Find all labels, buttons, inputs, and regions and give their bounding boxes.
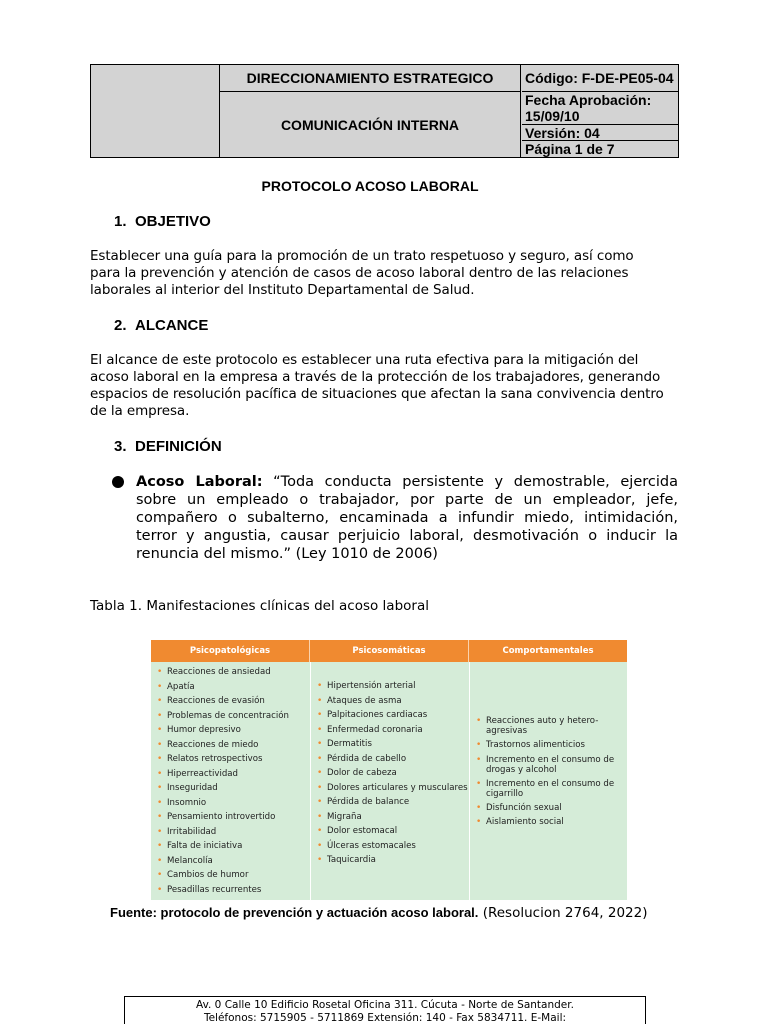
- list-item: • Hiperreactividad: [151, 767, 309, 782]
- column-psicosomaticas: [310, 662, 468, 900]
- column-header: Psicosomáticas: [310, 640, 469, 662]
- clinical-manifestations-table: [151, 640, 627, 900]
- list-item: • Dolor de cabeza: [311, 766, 469, 781]
- footer-address: Av. 0 Calle 10 Edificio Rosetal Oficina 311. Cúcuta - Norte de Santander.: [196, 999, 574, 1011]
- section-title: DEFINICIÓN: [135, 438, 222, 455]
- table-caption: Tabla 1. Manifestaciones clínicas del acoso laboral: [90, 598, 429, 614]
- list-item: • Pérdida de balance: [311, 795, 469, 810]
- header-version: Versión: 04: [522, 125, 679, 141]
- psicopatologicas-list: [151, 665, 309, 897]
- list-item: • Pensamiento introvertido: [151, 810, 309, 825]
- list-item: • Relatos retrospectivos: [151, 752, 309, 767]
- section-title: OBJETIVO: [135, 213, 211, 230]
- psicosomaticas-list: [311, 679, 469, 868]
- list-item: • Irritabilidad: [151, 825, 309, 840]
- header-code: Código: F-DE-PE05-04: [522, 65, 679, 92]
- list-item: • Pesadillas recurrentes: [151, 883, 309, 898]
- paragraph-line: El alcance de este protocolo es establecer una ruta efectiva para la mitigación del: [90, 352, 639, 368]
- list-item: • Trastornos alimenticios: [470, 738, 628, 753]
- list-item: • Hipertensión arterial: [311, 679, 469, 694]
- source-label: Fuente: protocolo de prevención y actuación acoso laboral.: [110, 905, 479, 920]
- list-item: • Incremento en el consumo de cigarrillo: [470, 777, 628, 801]
- source-reference: (Resolucion 2764, 2022): [482, 905, 648, 921]
- list-item: • Reacciones de evasión: [151, 694, 309, 709]
- definition-term: Acoso Laboral:: [136, 474, 263, 490]
- list-item: • Reacciones auto y hetero-agresivas: [470, 714, 628, 738]
- table-header-row: [151, 640, 627, 662]
- list-item: • Enfermedad coronaria: [311, 723, 469, 738]
- definition-text: [136, 473, 678, 563]
- table-source: [110, 905, 648, 921]
- list-item: • Dermatitis: [311, 737, 469, 752]
- list-item: • Aislamiento social: [470, 815, 628, 830]
- section-heading-objetivo: [114, 213, 211, 230]
- objetivo-paragraph: [90, 248, 690, 299]
- list-item: • Migraña: [311, 810, 469, 825]
- list-item: • Dolores articulares y musculares: [311, 781, 469, 796]
- list-item: • Insomnio: [151, 796, 309, 811]
- list-item: • Incremento en el consumo de drogas y alcohol: [470, 753, 628, 777]
- page-footer: [124, 996, 646, 1024]
- column-psicopatologicas: [151, 662, 309, 900]
- paragraph-line: espacios de resolución pacífica de situaciones que afectan la sana convivencia dentro: [90, 386, 664, 402]
- list-item: • Palpitaciones cardiacas: [311, 708, 469, 723]
- list-item: • Disfunción sexual: [470, 801, 628, 816]
- list-item: • Melancolía: [151, 854, 309, 869]
- header-area: COMUNICACIÓN INTERNA: [220, 92, 521, 157]
- section-title: ALCANCE: [135, 317, 209, 334]
- paragraph-line: para la prevención y atención de casos de acoso laboral dentro de las relaciones: [90, 265, 629, 281]
- column-comportamentales: [469, 662, 627, 900]
- section-heading-definicion: [114, 438, 222, 455]
- header-approval: [522, 92, 679, 125]
- section-number: 2.: [114, 317, 127, 334]
- list-item: • Pérdida de cabello: [311, 752, 469, 767]
- bullet-dot-icon: [112, 476, 124, 488]
- list-item: • Inseguridad: [151, 781, 309, 796]
- alcance-paragraph: [90, 352, 705, 420]
- list-item: • Problemas de concentración: [151, 709, 309, 724]
- list-item: • Cambios de humor: [151, 868, 309, 883]
- document-header-table: [90, 64, 679, 158]
- paragraph-line: de la empresa.: [90, 403, 190, 419]
- header-approval-date: 15/09/10: [525, 108, 580, 124]
- list-item: • Apatía: [151, 680, 309, 695]
- document-title: PROTOCOLO ACOSO LABORAL: [261, 178, 479, 194]
- list-item: • Reacciones de ansiedad: [151, 665, 309, 680]
- list-item: • Taquicardia: [311, 853, 469, 868]
- section-number: 1.: [114, 213, 127, 230]
- paragraph-line: Establecer una guía para la promoción de un trato respetuoso y seguro, así como: [90, 248, 634, 264]
- header-approval-label: Fecha Aprobación:: [525, 92, 652, 108]
- paragraph-line: acoso laboral en la empresa a través de la protección de los trabajadores, generando: [90, 369, 661, 385]
- footer-contact: Teléfonos: 5715905 - 5711869 Extensión: 140 - Fax 5834711. E-Mail:: [203, 1012, 567, 1024]
- list-item: • Falta de iniciativa: [151, 839, 309, 854]
- header-department: DIRECCIONAMIENTO ESTRATEGICO: [220, 65, 521, 92]
- column-header: Psicopatológicas: [151, 640, 310, 662]
- list-item: • Humor depresivo: [151, 723, 309, 738]
- list-item: • Úlceras estomacales: [311, 839, 469, 854]
- header-page: Página 1 de 7: [525, 141, 615, 157]
- column-header: Comportamentales: [502, 646, 594, 656]
- list-item: • Dolor estomacal: [311, 824, 469, 839]
- section-heading-alcance: [114, 317, 208, 334]
- comportamentales-list: [470, 714, 628, 830]
- section-number: 3.: [114, 438, 127, 455]
- paragraph-line: laborales al interior del Instituto Departamental de Salud.: [90, 282, 475, 298]
- list-item: • Reacciones de miedo: [151, 738, 309, 753]
- list-item: • Ataques de asma: [311, 694, 469, 709]
- definition-body: “Toda conducta persistente y demostrable, ejercida sobre un empleado o trabajador, por parte de un empleador, jefe, compañero o subalterno, encaminada a infundir miedo, intimidación, terror y angustia, causar perjuicio laboral, desmotivación o inducir la renuncia del mismo.” (Ley 1010 de 2006): [136, 474, 678, 562]
- logo-cell: [91, 65, 220, 157]
